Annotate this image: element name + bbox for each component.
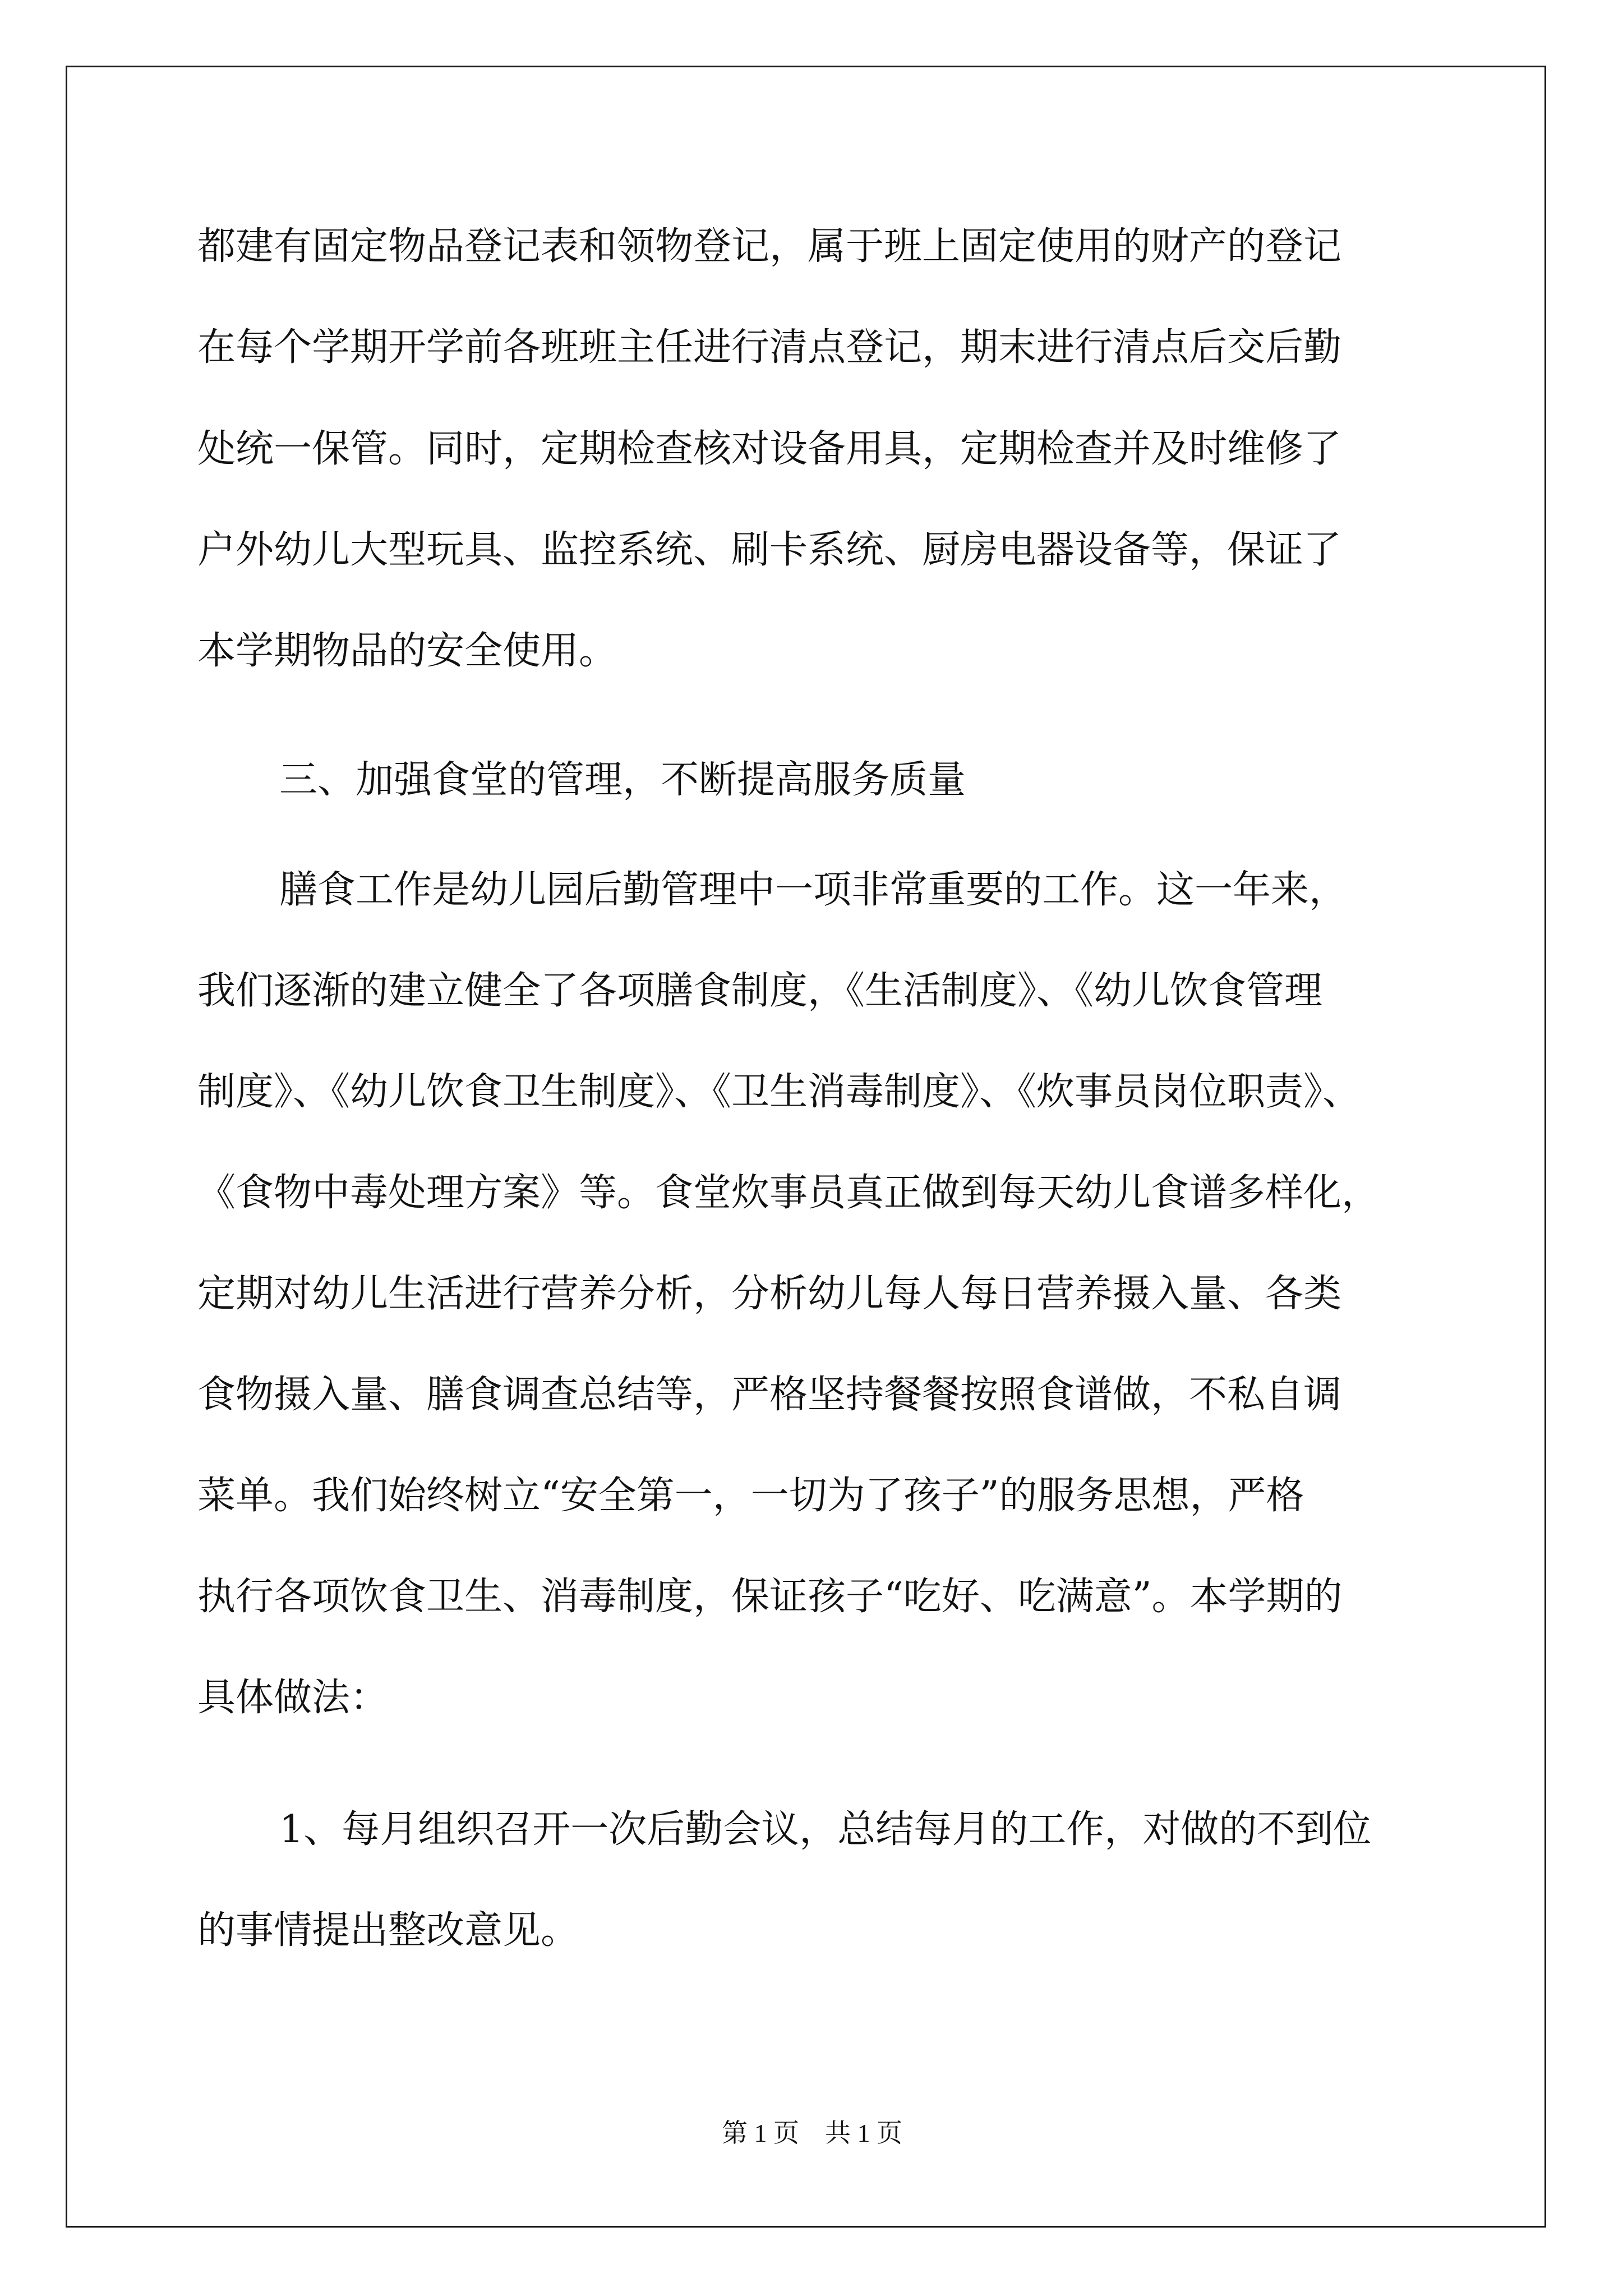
body-line: 执行各项饮食卫生、消毒制度，保证孩子“吃好、吃满意”。本学期的 [197,1575,1343,1619]
body-line: 食物摄入量、膳食调查总结等，严格坚持餐餐按照食谱做，不私自调 [197,1373,1342,1417]
body-line: 我们逐渐的建立健全了各项膳食制度，《生活制度》、《幼儿饮食管理 [197,969,1323,1013]
body-line: 定期对幼儿生活进行营养分析，分析幼儿每人每日营养摄入量、各类 [197,1272,1342,1316]
body-line: 制度》、《幼儿饮食卫生制度》、《卫生消毒制度》、《炊事员岗位职责》、 [197,1070,1361,1114]
body-line: 都建有固定物品登记表和领物登记，属于班上固定使用的财产的登记 [197,224,1342,269]
body-line: 《食物中毒处理方案》等。食堂炊事员真正做到每天幼儿食谱多样化， [197,1171,1380,1215]
body-line: 菜单。我们始终树立“安全第一，一切为了孩子”的服务思想，严格 [197,1474,1304,1518]
body-line: 本学期物品的安全使用。 [197,629,617,673]
body-line: 膳食工作是幼儿园后勤管理中一项非常重要的工作。这一年来， [279,868,1348,912]
page-border [66,66,1546,2228]
body-line: 处统一保管。同时，定期检查核对设备用具，定期检查并及时维修了 [197,427,1342,471]
page-number-footer: 第 1 页 共 1 页 [722,2119,902,2147]
section-heading: 三、加强食堂的管理，不断提高服务质量 [279,758,966,802]
body-line: 的事情提出整改意见。 [197,1908,579,1953]
body-line: 具体做法： [197,1676,389,1720]
body-line: 在每个学期开学前各班班主任进行清点登记，期末进行清点后交后勤 [197,325,1342,370]
body-line: 1、每月组织召开一次后勤会议，总结每月的工作，对做的不到位 [279,1807,1372,1852]
body-line: 户外幼儿大型玩具、监控系统、刷卡系统、厨房电器设备等，保证了 [197,528,1342,572]
